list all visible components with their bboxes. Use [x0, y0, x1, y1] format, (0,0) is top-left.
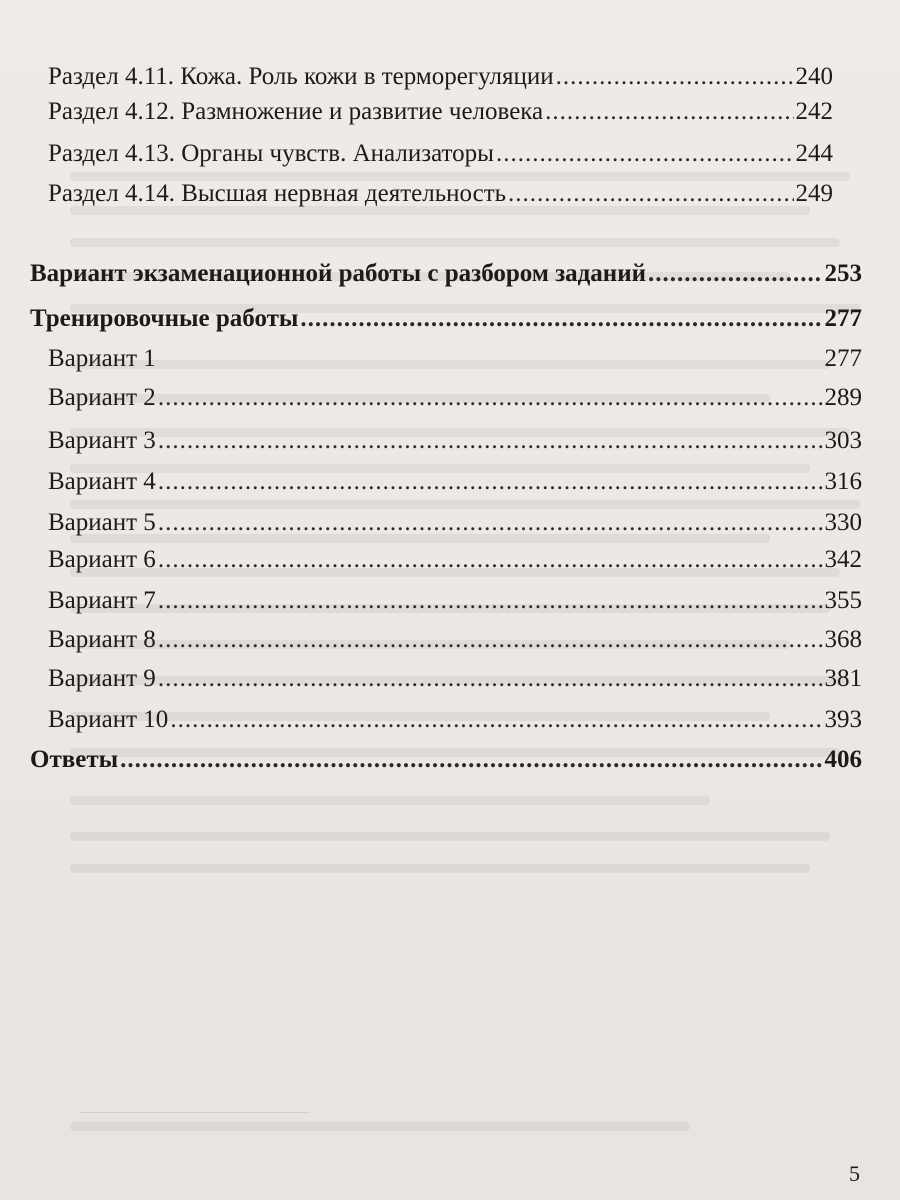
dot-leader [120, 745, 822, 775]
toc-entry-section-4-11[interactable] [48, 62, 833, 92]
toc-entry-title: Тренировочные работы [30, 305, 299, 332]
toc-entry-section-4-13[interactable] [48, 139, 833, 169]
toc-entry-exam-variant[interactable] [30, 259, 862, 289]
toc-entry-page: 355 [824, 587, 862, 614]
toc-entry-page: 277 [824, 305, 862, 332]
toc-entry-page: 289 [824, 384, 862, 411]
toc-entry-section-4-12[interactable] [48, 97, 833, 127]
toc-entry-page: 316 [824, 468, 862, 495]
toc-entry-page: 253 [824, 260, 862, 287]
toc-entry-variant-4[interactable] [48, 467, 862, 497]
dot-leader [158, 586, 823, 616]
toc-entry-training-works[interactable] [30, 304, 862, 334]
toc-entry-title: Ответы [30, 746, 119, 773]
toc-entry-title: Вариант 6 [48, 546, 156, 573]
toc-entry-variant-9[interactable] [48, 664, 862, 694]
toc-entry-page: 249 [795, 180, 833, 207]
toc-entry-answers[interactable] [30, 745, 862, 775]
toc-entry-title: Вариант 4 [48, 468, 156, 495]
dot-leader [158, 664, 823, 694]
toc-entry-title: Вариант 2 [48, 384, 156, 411]
toc-entry-variant-5[interactable] [48, 508, 862, 538]
toc-entry-title: Раздел 4.13. Органы чувств. Анализаторы [48, 140, 494, 167]
toc-entry-variant-3[interactable] [48, 426, 862, 456]
toc-entry-page: 406 [824, 746, 862, 773]
toc-entry-page: 393 [824, 706, 862, 733]
dot-leader [496, 139, 794, 169]
toc-entry-page: 330 [824, 509, 862, 536]
toc-entry-title: Вариант 10 [48, 706, 169, 733]
toc-entry-title: Вариант 1 [48, 345, 156, 372]
dot-leader [300, 304, 822, 334]
toc-entry-title: Вариант 7 [48, 587, 156, 614]
toc-entry-page: 242 [795, 98, 833, 125]
dot-leader [545, 97, 793, 127]
page-number: 5 [849, 1161, 860, 1186]
toc-entry-section-4-14[interactable] [48, 179, 833, 209]
toc-entry-title: Раздел 4.14. Высшая нервная деятельность [48, 180, 507, 207]
dot-leader [158, 344, 823, 374]
toc-entry-variant-2[interactable] [48, 383, 862, 413]
toc-entry-page: 303 [824, 427, 862, 454]
toc-entry-title: Вариант 8 [48, 626, 156, 653]
toc-entry-title: Вариант экзаменационной работы с разбором заданий [30, 260, 647, 287]
dot-leader [158, 426, 823, 456]
toc-entry-variant-7[interactable] [48, 586, 862, 616]
toc-entry-page: 342 [824, 546, 862, 573]
toc-entry-variant-6[interactable] [48, 545, 862, 575]
toc-entry-variant-1[interactable] [48, 344, 862, 374]
dot-leader [158, 625, 823, 655]
bleed-through-footnote-rule [80, 1112, 310, 1113]
toc-entry-title: Вариант 5 [48, 509, 156, 536]
toc-entry-title: Вариант 9 [48, 665, 156, 692]
toc-entry-title: Вариант 3 [48, 427, 156, 454]
dot-leader [158, 383, 823, 413]
toc-entry-page: 240 [795, 63, 833, 90]
toc-entry-title: Раздел 4.11. Кожа. Роль кожи в терморегуляции [48, 63, 554, 90]
dot-leader [158, 508, 823, 538]
toc-entry-page: 368 [824, 626, 862, 653]
toc-entry-page: 381 [824, 665, 862, 692]
toc-entry-variant-8[interactable] [48, 625, 862, 655]
dot-leader [556, 62, 794, 92]
dot-leader [170, 705, 822, 735]
dot-leader [158, 467, 823, 497]
dot-leader [158, 545, 823, 575]
toc-entry-variant-10[interactable] [48, 705, 862, 735]
dot-leader [508, 179, 793, 209]
toc-entry-title: Раздел 4.12. Размножение и развитие человека [48, 98, 544, 125]
dot-leader [648, 259, 822, 289]
toc-entry-page: 244 [795, 140, 833, 167]
toc-entry-page: 277 [824, 345, 862, 372]
